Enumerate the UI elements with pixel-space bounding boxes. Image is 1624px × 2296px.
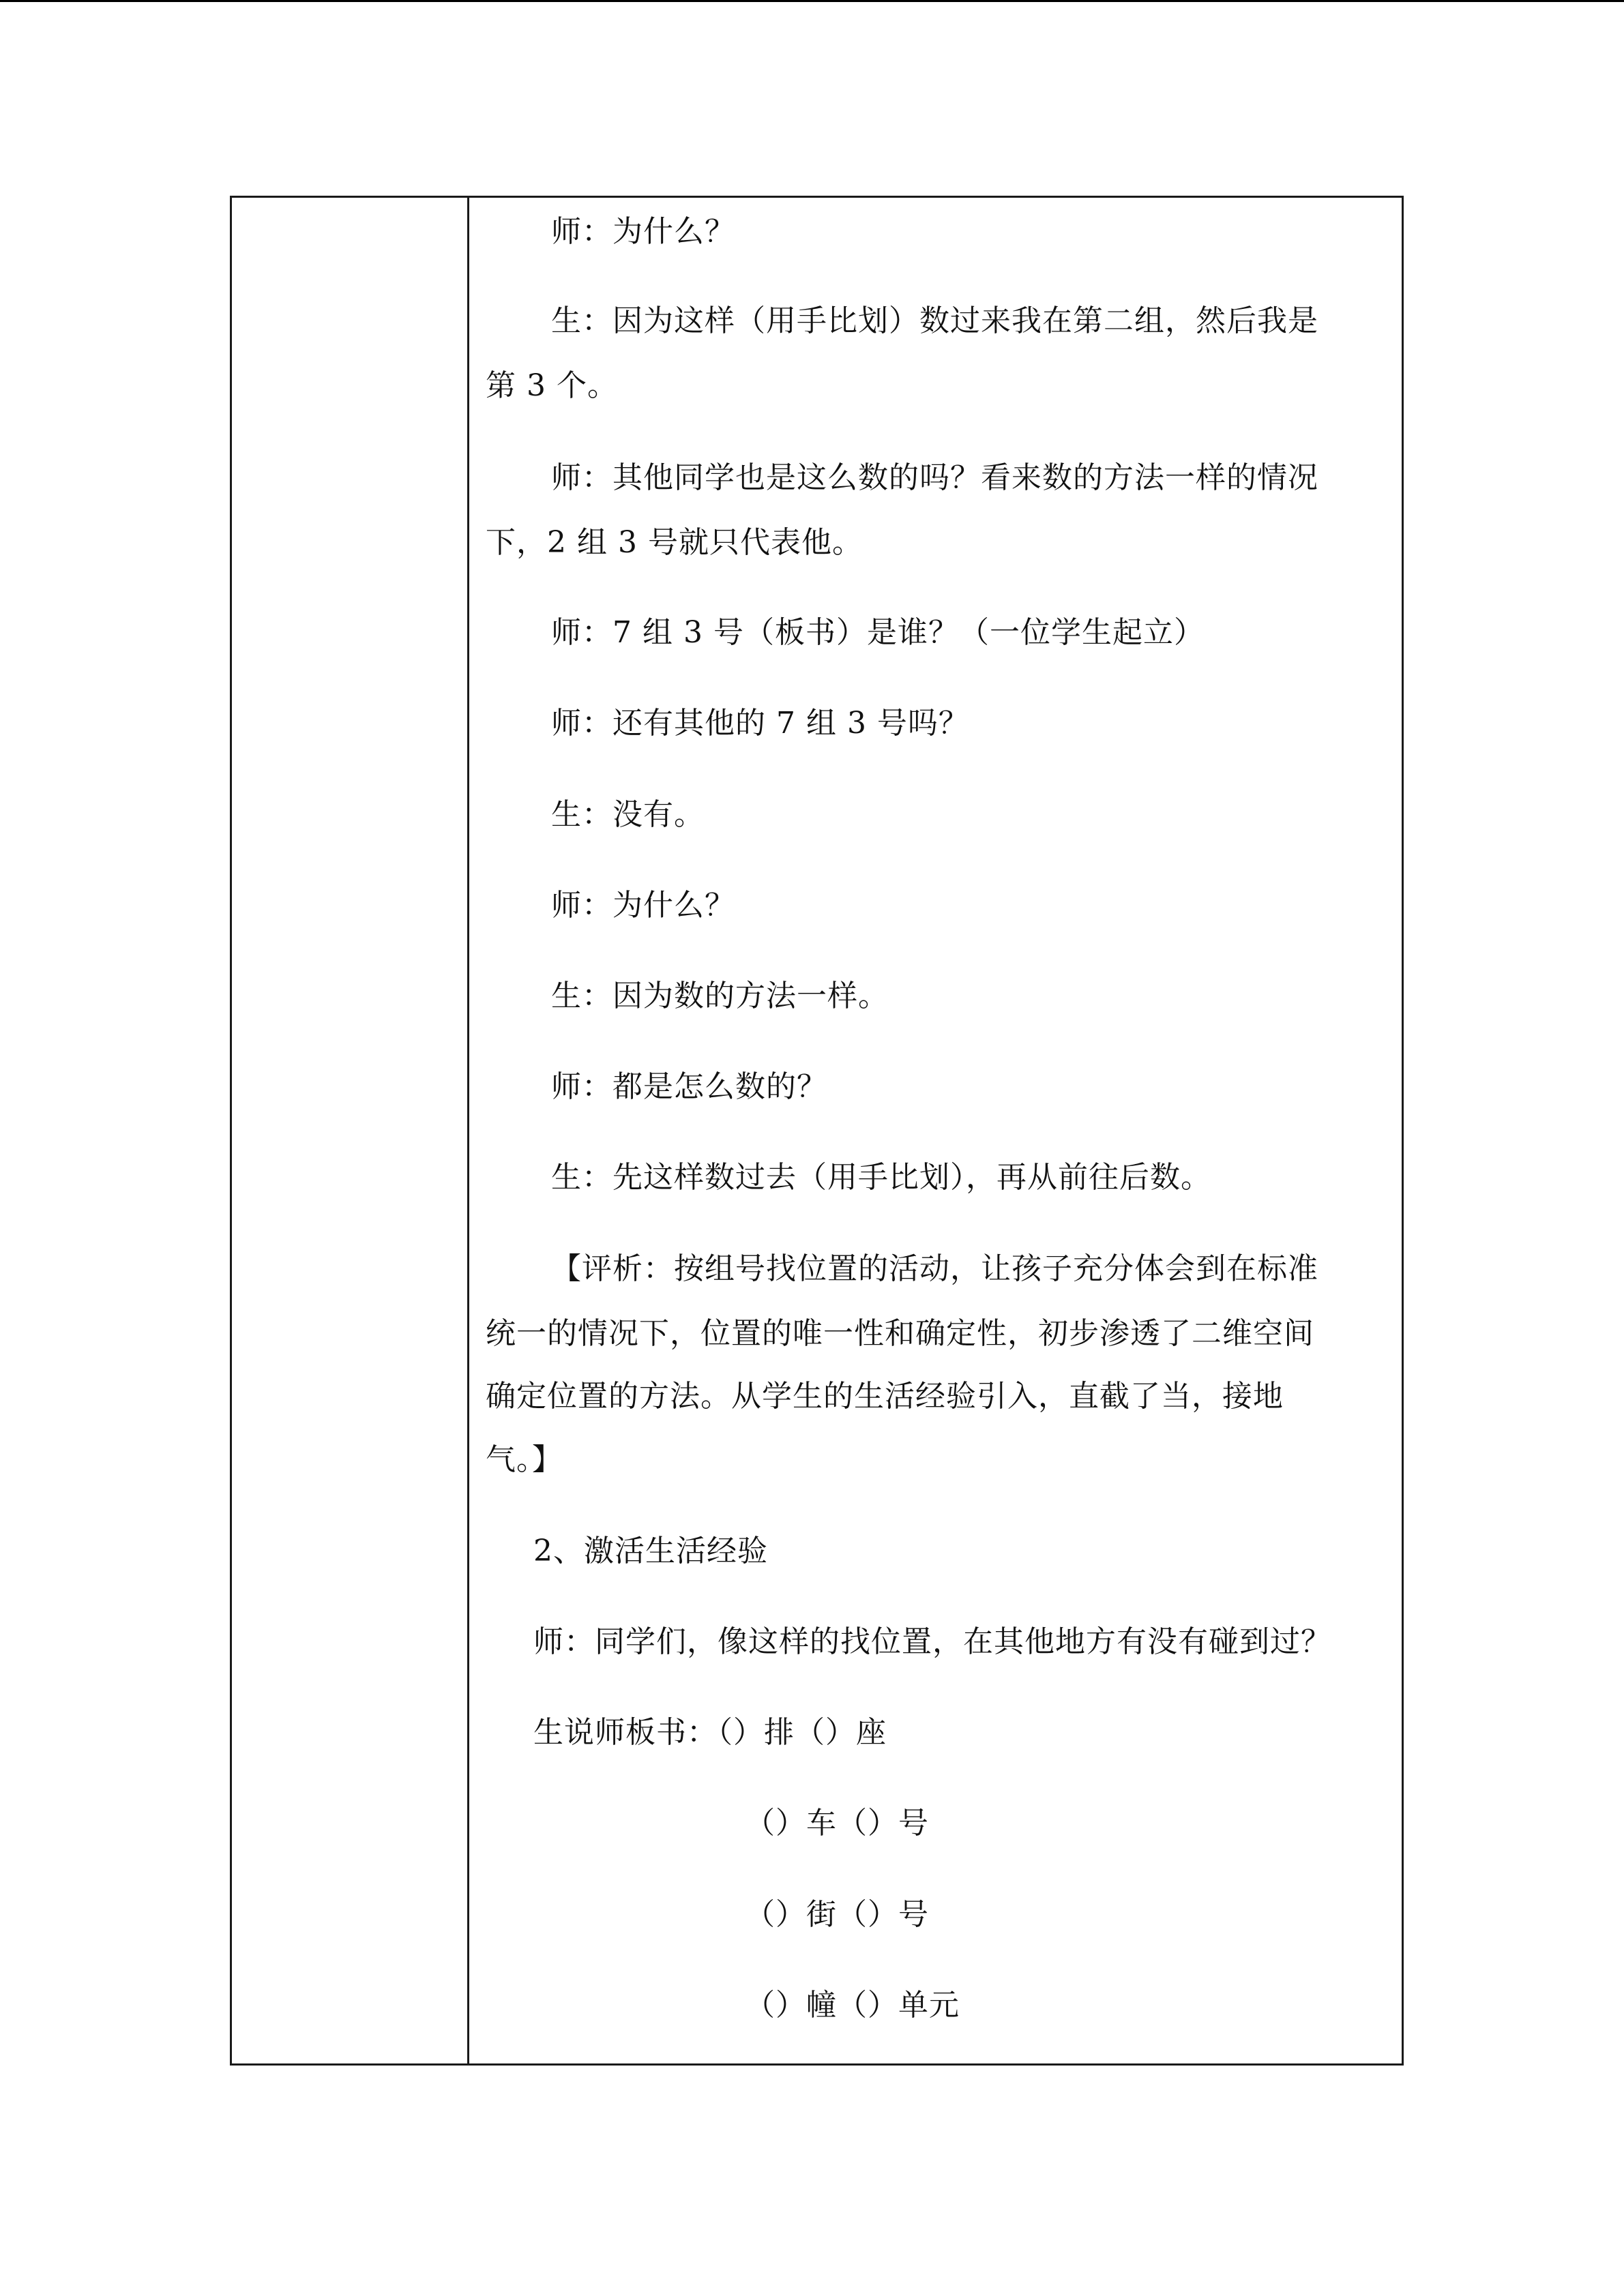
board-writing-row: （）幢（）单元 <box>745 1988 960 2023</box>
dialogue-line: 师：还有其他的 7 组 3 号吗？ <box>551 706 969 741</box>
commentary-line: 气。】 <box>486 1442 563 1477</box>
section-heading: 2、激活生活经验 <box>533 1534 768 1568</box>
dialogue-line: 生：没有。 <box>551 797 705 832</box>
dialogue-line-continued: 第 3 个。 <box>486 368 618 403</box>
dialogue-line-continued: 下，2 组 3 号就只代表他。 <box>486 525 863 560</box>
table-content-column <box>486 198 1383 2063</box>
dialogue-line: 师：7 组 3 号（板书）是谁？（一位学生起立） <box>551 615 1205 650</box>
dialogue-line: 生：因为这样（用手比划）数过来我在第二组，然后我是 <box>551 303 1318 338</box>
commentary-line: 确定位置的方法。从学生的生活经验引入，直截了当，接地 <box>486 1379 1284 1414</box>
dialogue-line: 师：为什么？ <box>551 888 735 923</box>
commentary-line: 【评析：按组号找位置的活动，让孩子充分体会到在标准 <box>551 1251 1318 1286</box>
dialogue-line: 师：同学们，像这样的找位置，在其他地方有没有碰到过？ <box>533 1624 1331 1659</box>
board-writing-row: （）车（）号 <box>745 1806 929 1840</box>
dialogue-line: 生：先这样数过去（用手比划），再从前往后数。 <box>551 1160 1211 1195</box>
commentary-line: 统一的情况下，位置的唯一性和确定性，初步渗透了二维空间 <box>486 1316 1314 1351</box>
dialogue-line: 师：其他同学也是这么数的吗？看来数的方法一样的情况 <box>551 460 1318 495</box>
dialogue-line: 师：都是怎么数的？ <box>551 1069 827 1104</box>
board-writing-intro: 生说师板书：（）排（）座 <box>533 1715 887 1750</box>
board-writing-row: （）街（）号 <box>745 1897 929 1932</box>
page-top-border <box>0 0 1624 2</box>
lesson-table <box>230 196 1404 2066</box>
table-left-column <box>232 198 469 2063</box>
dialogue-line: 师：为什么？ <box>551 214 735 249</box>
dialogue-line: 生：因为数的方法一样。 <box>551 979 889 1013</box>
